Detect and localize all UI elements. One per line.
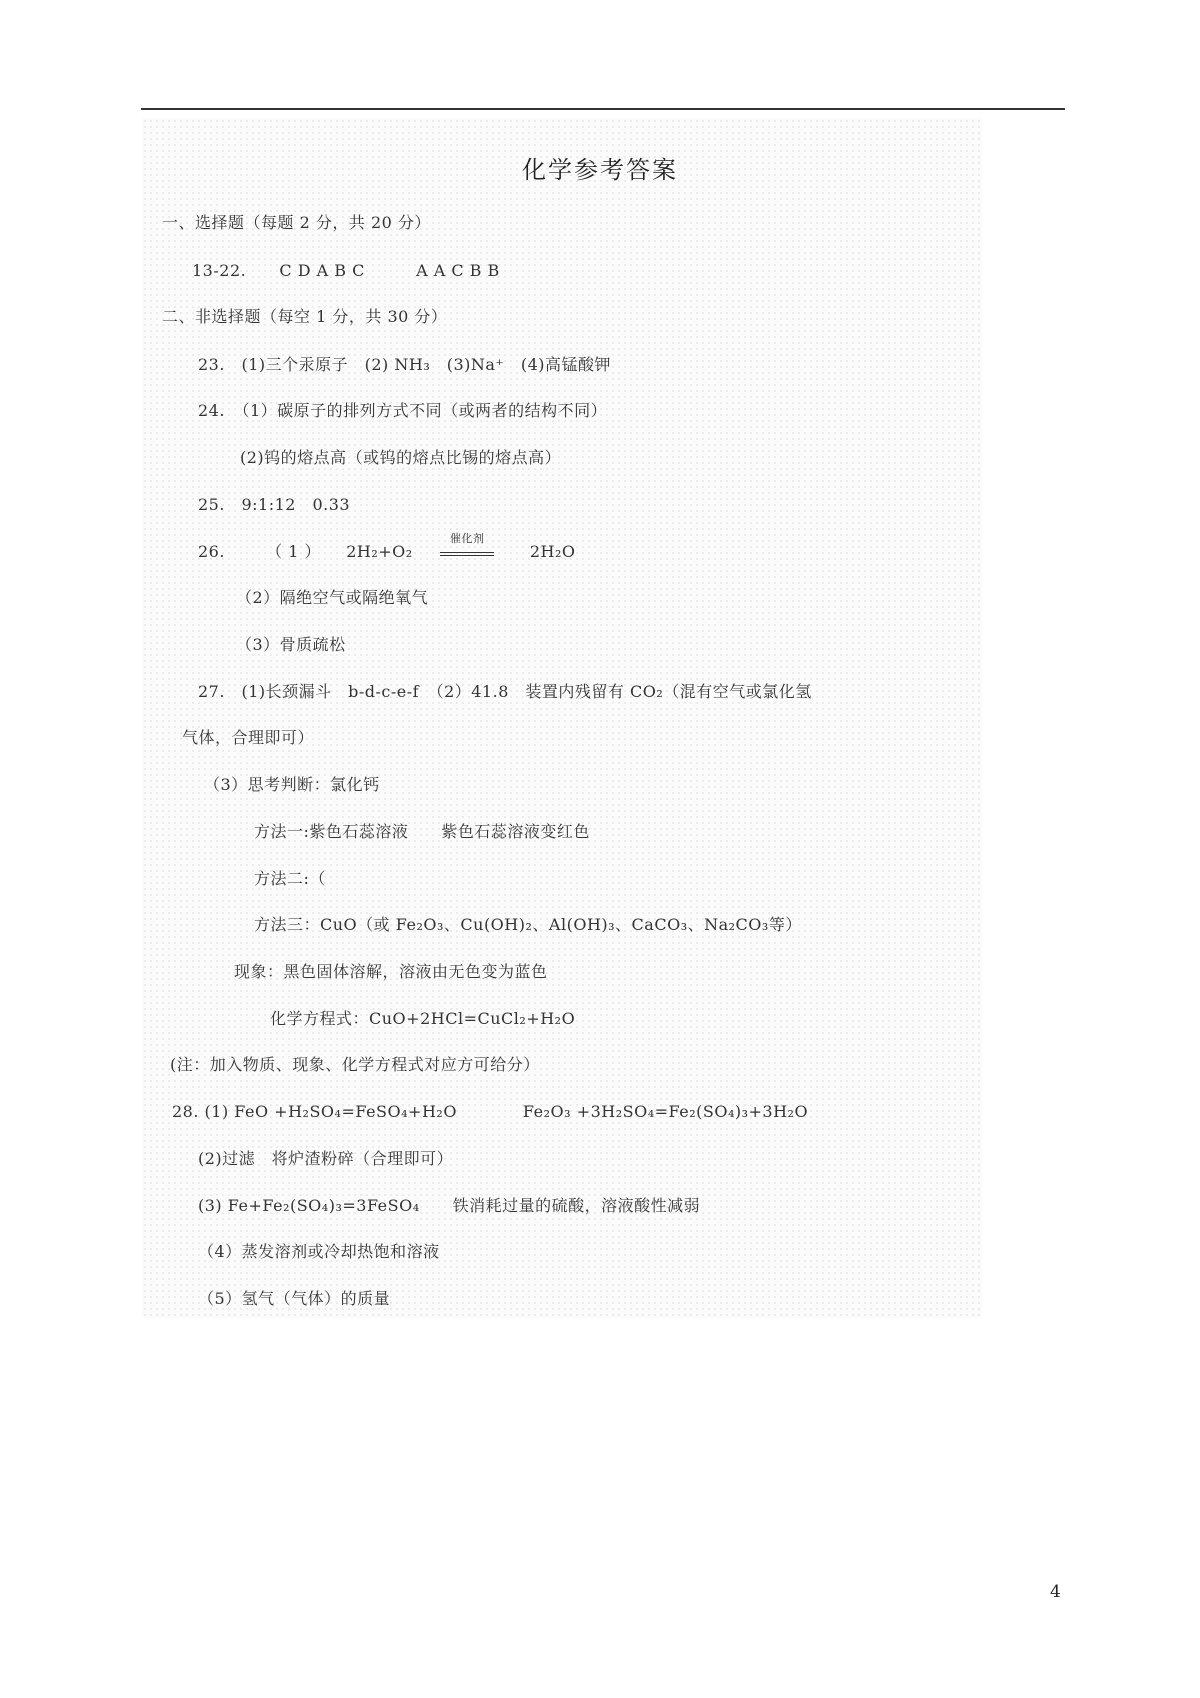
answer-27-part-3: （3）思考判断：氯化钙	[204, 775, 380, 794]
answer-24-part-2: (2)钨的熔点高（或钨的熔点比锡的熔点高）	[240, 448, 562, 467]
phenomenon: 现象：黑色固体溶解，溶液由无色变为蓝色	[234, 962, 548, 981]
equation-double-bar-bottom	[440, 555, 494, 556]
page-number: 4	[1050, 1582, 1061, 1602]
answer-28-part-3: (3) Fe+Fe₂(SO₄)₃=3FeSO₄ 铁消耗过量的硫酸，溶液酸性减弱	[198, 1196, 701, 1215]
method-2: 方法二:（	[254, 869, 326, 888]
answer-26-part-2: （2）隔绝空气或隔绝氧气	[236, 588, 429, 607]
answer-28-part-1: 28. (1) FeO +H₂SO₄=FeSO₄+H₂O Fe₂O₃ +3H₂SO₄=Fe₂(SO₄)₃+3H₂O	[172, 1102, 809, 1121]
answer-28-part-4: （4）蒸发溶剂或冷却热饱和溶液	[198, 1242, 440, 1261]
choice-answers-group-2: A A C B B	[416, 261, 500, 280]
answer-26-part-label: （ 1 ）	[266, 542, 321, 561]
equation-product: 2H₂O	[529, 542, 576, 561]
scanned-answer-sheet	[142, 118, 982, 1318]
answer-23: 23. (1)三个汞原子 (2) NH₃ (3)Na⁺ (4)高锰酸钾	[198, 355, 612, 374]
answer-27-part-1-continued: 气体，合理即可）	[182, 728, 315, 747]
choice-answers-label: 13-22.	[192, 261, 247, 280]
catalyst-label: 催化剂	[450, 531, 485, 545]
answer-26-number: 26.	[198, 542, 225, 561]
choice-answers-group-1: C D A B C	[279, 261, 365, 280]
answer-27-part-1: 27. (1)长颈漏斗 b-d-c-e-f （2）41.8 装置内残留有 CO₂（混有空气或氯化氢	[198, 682, 812, 701]
chemical-equation: 化学方程式：CuO+2HCl=CuCl₂+H₂O	[270, 1009, 576, 1028]
answer-26-part-3: （3）骨质疏松	[236, 635, 346, 654]
answer-24-part-1: 24. （1）碳原子的排列方式不同（或两者的结构不同）	[198, 401, 608, 420]
equation-double-bar-top	[440, 552, 494, 553]
choice-answers	[192, 260, 500, 282]
method-1: 方法一:紫色石蕊溶液 紫色石蕊溶液变红色	[254, 822, 590, 841]
equation-reactants: 2H₂+O₂	[346, 542, 413, 561]
answer-28-part-2: (2)过滤 将炉渣粉碎（合理即可）	[198, 1149, 454, 1168]
answer-26-equation	[198, 531, 576, 563]
section-2-heading: 二、非选择题（每空 1 分，共 30 分）	[162, 307, 448, 326]
section-1-heading: 一、选择题（每题 2 分，共 20 分）	[162, 213, 431, 232]
header-rule	[141, 108, 1065, 110]
method-3: 方法三：CuO（或 Fe₂O₃、Cu(OH)₂、Al(OH)₃、CaCO₃、Na₂CO₃等）	[254, 915, 802, 934]
answer-25: 25. 9:1:12 0.33	[198, 495, 351, 514]
catalyst-condition	[440, 531, 494, 556]
page-title: 化学参考答案	[522, 156, 678, 184]
grading-note: (注：加入物质、现象、化学方程式对应方可给分）	[170, 1055, 540, 1074]
answer-28-part-5: （5）氢气（气体）的质量	[198, 1289, 391, 1308]
